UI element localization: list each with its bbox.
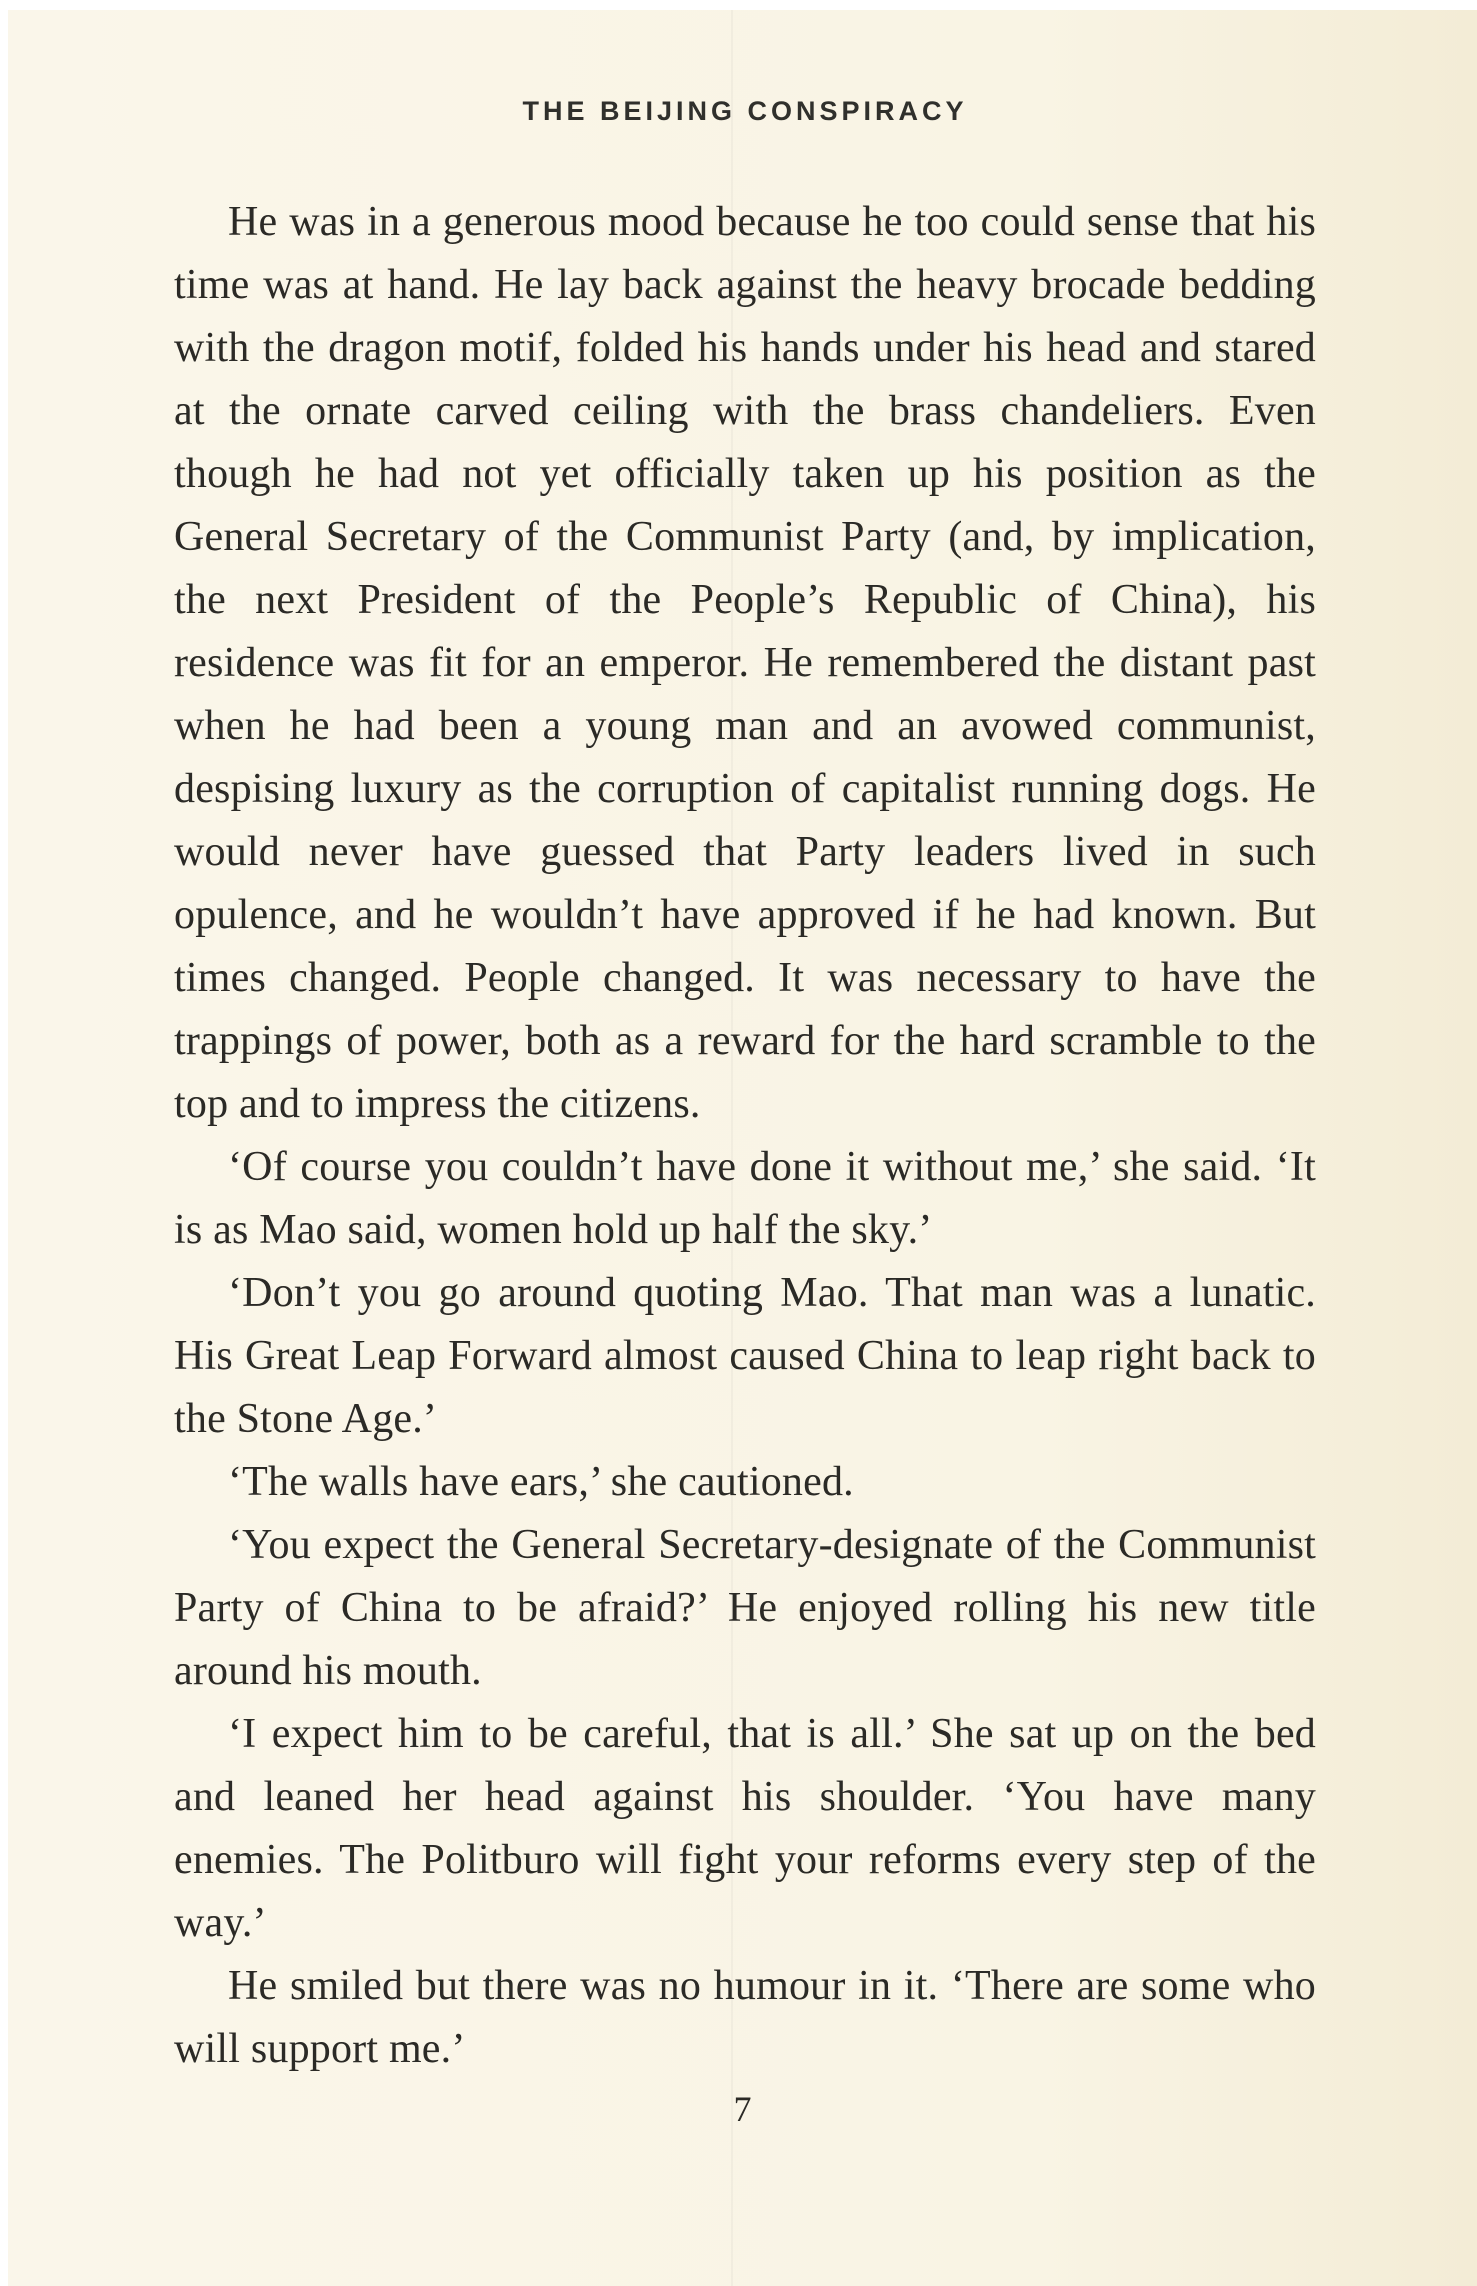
paragraph: ‘Of course you couldn’t have done it without me,’ she said. ‘It is as Mao said, women hold up half the sky.’ (174, 1144, 1316, 1253)
paragraph: He smiled but there was no humour in it. ‘There are some who will support me.’ (174, 1963, 1316, 2072)
page-number: 7 (733, 2089, 752, 2129)
paragraph: ‘I expect him to be careful, that is all.’ She sat up on the bed and leaned her head against his shoulder. ‘You have many enemies. The Politburo will fight your reforms every step of the way.’ (174, 1711, 1316, 1946)
paragraph: ‘Don’t you go around quoting Mao. That man was a lunatic. His Great Leap Forward almost caused China to leap right back to the Stone Age.’ (174, 1270, 1316, 1442)
paragraph: ‘The walls have ears,’ she cautioned. (228, 1459, 854, 1505)
book-page (8, 10, 1477, 2286)
paragraph: He was in a generous mood because he too could sense that his time was at hand. He lay back against the heavy brocade bedding with the dragon motif, folded his hands under his head and stared at the ornate carved ceiling with the brass chandeliers. Even though he had not yet officially taken up his position as the General Secretary of the Communist Party (and, by implication, the next President of the People’s Republic of China), his residence was fit for an emperor. He remembered the distant past when he had been a young man and an avowed communist, despising luxury as the corruption of capitalist running dogs. He would never have guessed that Party leaders lived in such opulence, and he wouldn’t have approved if he had known. But times changed. People changed. It was necessary to have the trappings of power, both as a reward for the hard scramble to the top and to impress the citizens. (174, 199, 1316, 1127)
running-header: THE BEIJING CONSPIRACY (522, 96, 968, 126)
paragraph: ‘You expect the General Secretary-designate of the Communist Party of China to be afraid?’ He enjoyed rolling his new title around his mouth. (174, 1522, 1316, 1694)
page-body (174, 191, 1316, 2081)
